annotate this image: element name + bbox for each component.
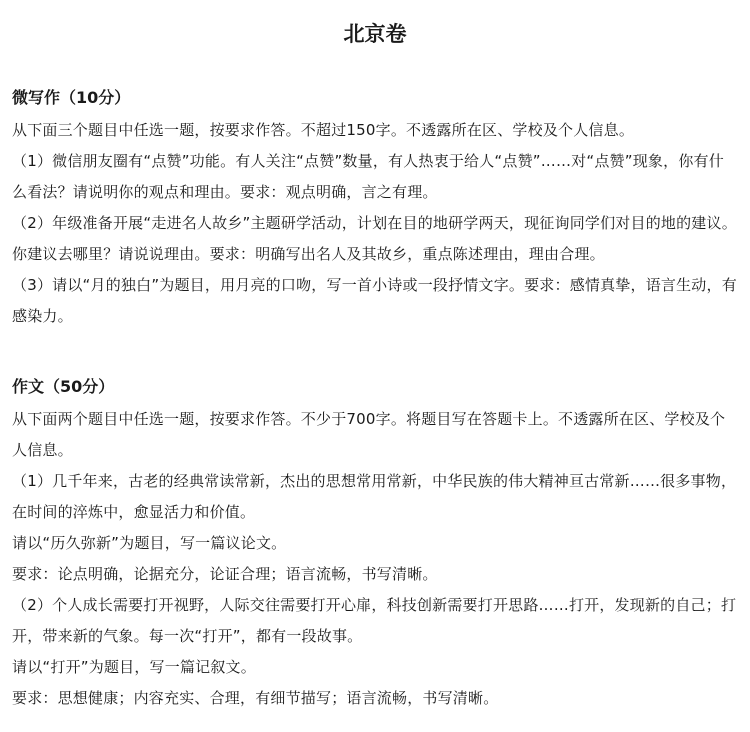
paragraph-prompt-1: （1）几千年来，古老的经典常读常新，杰出的思想常用常新，中华民族的伟大精神亘古常新……很多事物，在时间的淬炼中，愈显活力和价值。 <box>12 472 737 521</box>
page-title: 北京卷 <box>343 22 407 46</box>
paragraph-prompt-2-requirements: 要求：思想健康；内容充实、合理，有细节描写；语言流畅，书写清晰。 <box>12 689 499 707</box>
paragraph-prompt-3: （3）请以“月的独白”为题目，用月亮的口吻，写一首小诗或一段抒情文字。要求：感情真挚，语言生动，有感染力。 <box>12 276 737 325</box>
paragraph-instructions: 从下面两个题目中任选一题，按要求作答。不少于700字。将题目写在答题卡上。不透露所在区、学校及个人信息。 <box>12 410 726 459</box>
paragraph-prompt-1-requirements: 要求：论点明确，论据充分，论证合理；语言流畅，书写清晰。 <box>12 565 438 583</box>
section-micro-writing <box>12 85 738 332</box>
paragraph-instructions: 从下面三个题目中任选一题，按要求作答。不超过150字。不透露所在区、学校及个人信息。 <box>12 121 635 139</box>
paragraph-prompt-1: （1）微信朋友圈有“点赞”功能。有人关注“点赞”数量，有人热衷于给人“点赞”……对“点赞”现象，你有什么看法？请说明你的观点和理由。要求：观点明确，言之有理。 <box>12 152 724 201</box>
paragraph-prompt-2-task: 请以“打开”为题目，写一篇记叙文。 <box>12 658 256 676</box>
section-heading-micro-writing: 微写作（10分） <box>12 88 131 107</box>
section-essay <box>12 374 738 714</box>
section-heading-essay: 作文（50分） <box>12 377 115 396</box>
paragraph-prompt-2: （2）个人成长需要打开视野，人际交往需要打开心扉，科技创新需要打开思路……打开，发现新的自己；打开，带来新的气象。每一次“打开”，都有一段故事。 <box>12 596 737 645</box>
paragraph-prompt-1-task: 请以“历久弥新”为题目，写一篇议论文。 <box>12 534 287 552</box>
paragraph-prompt-2: （2）年级准备开展“走进名人故乡”主题研学活动，计划在目的地研学两天，现征询同学们对目的地的建议。你建议去哪里？请说说理由。要求：明确写出名人及其故乡，重点陈述理由，理由合理。 <box>12 214 737 263</box>
